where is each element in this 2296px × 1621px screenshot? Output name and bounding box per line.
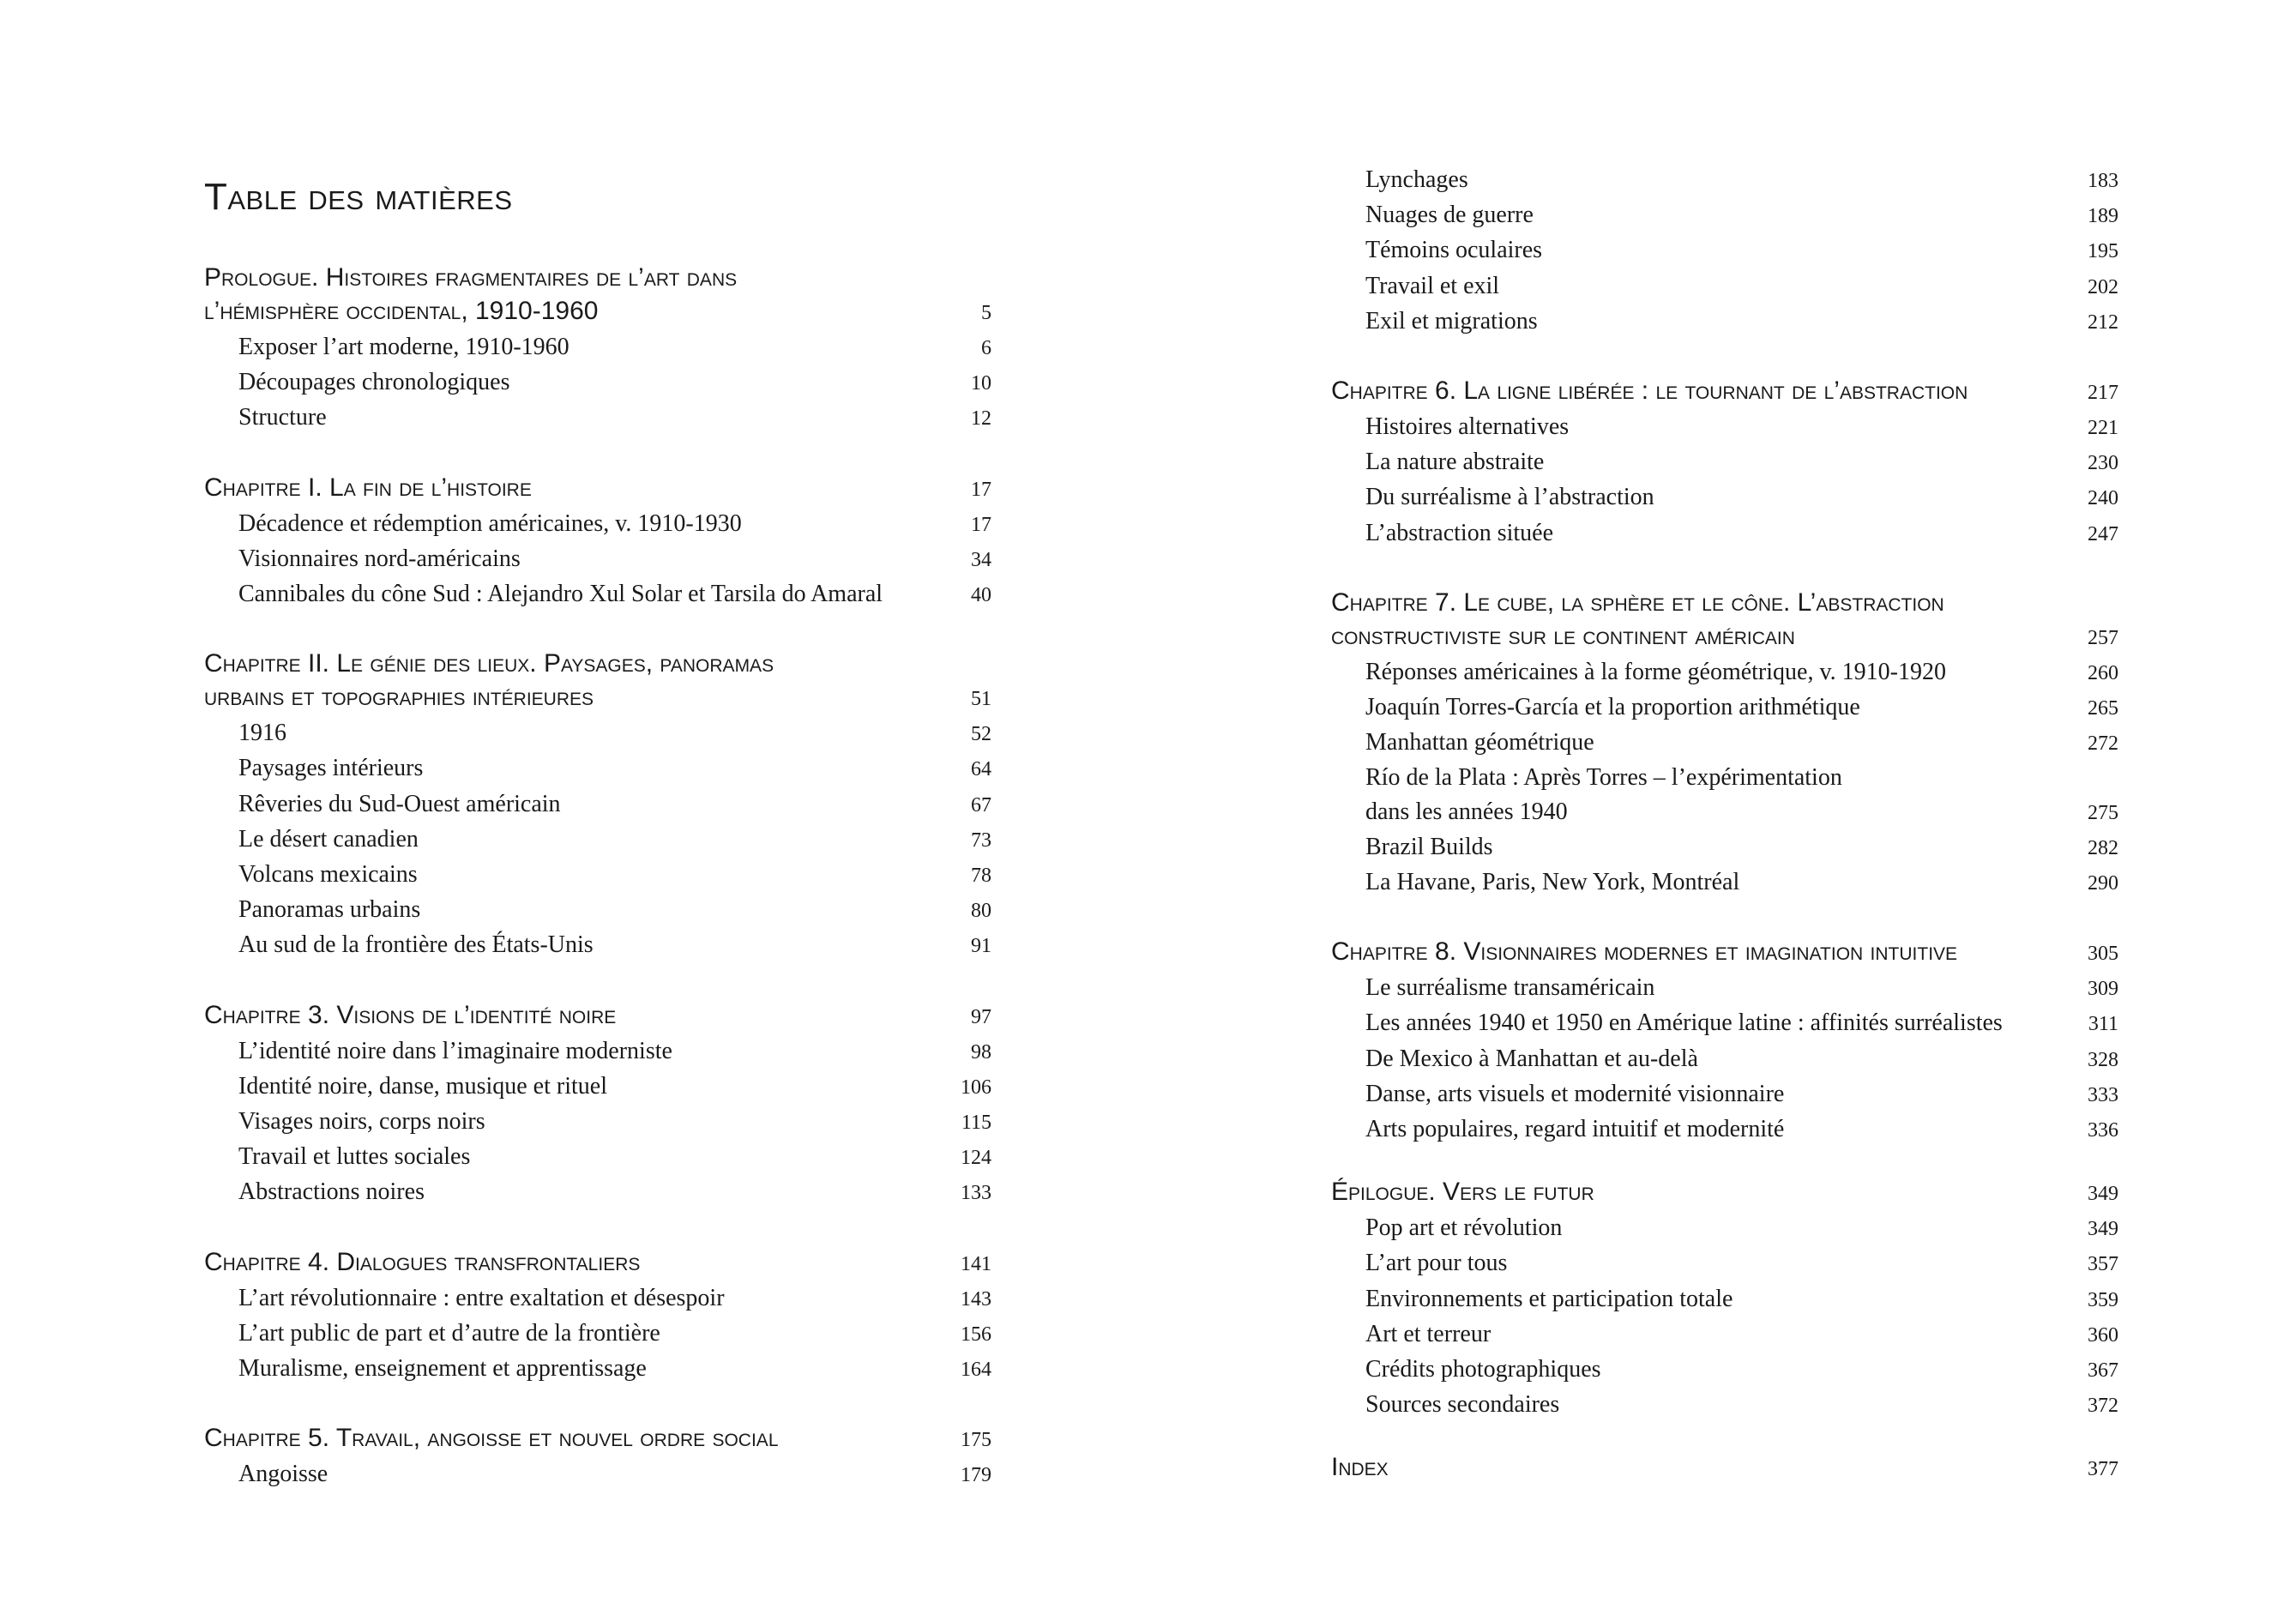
toc-entry[interactable] — [1331, 163, 2118, 198]
toc-entry[interactable] — [204, 1352, 991, 1387]
toc-entry[interactable] — [1331, 445, 2118, 480]
toc-entry[interactable] — [204, 893, 991, 928]
entry-page-number: 240 — [2088, 487, 2118, 510]
entry-title: Structure — [238, 404, 327, 431]
entry-page-number: 91 — [971, 935, 991, 958]
entry-page-number: 143 — [961, 1287, 991, 1311]
entry-page-number: 64 — [971, 758, 991, 781]
right-page — [1331, 163, 2118, 1521]
entry-title: Visionnaires nord-américains — [238, 545, 521, 572]
toc-entry[interactable] — [1331, 198, 2118, 233]
toc-chapter — [204, 998, 991, 1211]
entry-page-number: 333 — [2088, 1083, 2118, 1106]
chapter-heading-text: Chapitre II. Le génie des lieux. Paysages, panoramas — [204, 649, 774, 678]
entry-title: Le désert canadien — [238, 825, 419, 853]
entry-title: Arts populaires, regard intuitif et modernité — [1365, 1116, 1785, 1143]
chapter-heading[interactable] — [1331, 586, 2118, 619]
chapter-page-number: 17 — [971, 478, 991, 501]
toc-entry[interactable] — [1331, 1077, 2118, 1112]
chapter-heading[interactable] — [1331, 935, 2118, 971]
toc-entry[interactable] — [1331, 761, 2118, 794]
entry-title: Volcans mexicains — [238, 861, 418, 889]
entry-page-number: 164 — [961, 1359, 991, 1382]
toc-entry[interactable] — [204, 1034, 991, 1070]
toc-entry[interactable] — [204, 1140, 991, 1175]
entry-page-number: 272 — [2088, 732, 2118, 756]
chapter-heading[interactable] — [204, 294, 991, 330]
entry-page-number: 115 — [961, 1112, 991, 1135]
entry-title: Lynchages — [1365, 166, 1468, 193]
toc-entry[interactable] — [204, 1175, 991, 1210]
entry-page-number: 290 — [2088, 872, 2118, 895]
entry-page-number: 359 — [2088, 1288, 2118, 1311]
entry-page-number: 309 — [2088, 978, 2118, 1001]
chapter-heading-text: Chapitre 7. Le cube, la sphère et le cône. L’abstraction — [1331, 588, 1944, 617]
entry-title: Pop art et révolution — [1365, 1214, 1563, 1242]
chapter-page-number: 175 — [961, 1429, 991, 1452]
entry-title: Nuages de guerre — [1365, 202, 1534, 229]
entry-title: Danse, arts visuels et modernité visionnaire — [1365, 1080, 1785, 1107]
chapter-heading-text: Chapitre I. La fin de l’histoire — [204, 473, 532, 502]
entry-page-number: 80 — [971, 900, 991, 923]
entry-page-number: 260 — [2088, 661, 2118, 684]
toc-entry[interactable] — [1331, 1388, 2118, 1423]
entry-title: Les années 1940 et 1950 en Amérique latine : affinités surréalistes — [1365, 1009, 2003, 1037]
entry-page-number: 357 — [2088, 1253, 2118, 1276]
toc-entry[interactable] — [1331, 1246, 2118, 1281]
entry-title: Exposer l’art moderne, 1910-1960 — [238, 334, 569, 360]
entry-title: Découpages chronologiques — [238, 369, 510, 396]
toc-entry[interactable] — [1331, 1317, 2118, 1353]
entry-page-number: 367 — [2088, 1359, 2118, 1383]
toc-entry[interactable] — [204, 507, 991, 542]
toc-entry[interactable] — [1331, 865, 2118, 901]
toc-entry[interactable] — [1331, 1211, 2118, 1246]
toc-right-column — [1331, 163, 2118, 1486]
entry-title: L’abstraction située — [1365, 519, 1554, 546]
entry-title: Angoisse — [238, 1461, 328, 1488]
entry-page-number: 195 — [2088, 240, 2118, 263]
toc-chapter — [1331, 586, 2118, 901]
toc-entry[interactable] — [1331, 690, 2118, 726]
entry-title: Travail et luttes sociales — [238, 1143, 471, 1171]
toc-entry[interactable] — [1331, 410, 2118, 445]
entry-page-number: 328 — [2088, 1048, 2118, 1071]
chapter-heading-text: urbains et topographies intérieures — [204, 683, 594, 712]
toc-entry[interactable] — [204, 577, 991, 612]
entry-page-number: 282 — [2088, 836, 2118, 859]
entry-page-number: 360 — [2088, 1323, 2118, 1347]
entry-page-number: 247 — [2088, 522, 2118, 545]
toc-entry[interactable] — [204, 928, 991, 963]
entry-page-number: 17 — [971, 513, 991, 536]
page-title: Table des matières — [204, 176, 513, 218]
entry-page-number: 34 — [971, 548, 991, 571]
toc-entry[interactable] — [204, 330, 991, 365]
entry-title: Paysages intérieurs — [238, 755, 424, 782]
toc-entry[interactable] — [1331, 269, 2118, 304]
toc-entry[interactable] — [204, 1070, 991, 1105]
toc-left-column — [204, 261, 991, 1492]
toc-chapter — [204, 471, 991, 613]
toc-entry[interactable] — [1331, 1282, 2118, 1317]
entry-title: Brazil Builds — [1365, 833, 1493, 860]
entry-page-number: 10 — [971, 372, 991, 395]
entry-page-number: 179 — [961, 1464, 991, 1487]
toc-chapter — [204, 261, 991, 437]
chapter-page-number: 305 — [2088, 943, 2118, 966]
entry-title: dans les années 1940 — [1365, 798, 1568, 825]
entry-page-number: 336 — [2088, 1119, 2118, 1142]
entry-title: Cannibales du cône Sud : Alejandro Xul Solar et Tarsila do Amaral — [238, 581, 883, 608]
toc-entry[interactable] — [204, 787, 991, 823]
entry-page-number: 156 — [961, 1323, 991, 1346]
entry-title: De Mexico à Manhattan et au-delà — [1365, 1045, 1698, 1072]
toc-entry[interactable] — [204, 1317, 991, 1352]
entry-title: Du surréalisme à l’abstraction — [1365, 484, 1654, 511]
chapter-heading-text: Chapitre 8. Visionnaires modernes et imagination intuitive — [1331, 937, 1958, 967]
entry-title: Au sud de la frontière des États-Unis — [238, 931, 594, 959]
entry-title: Joaquín Torres-García et la proportion arithmétique — [1365, 694, 1860, 721]
toc-entry[interactable] — [1331, 480, 2118, 515]
entry-page-number: 265 — [2088, 697, 2118, 720]
entry-page-number: 230 — [2088, 452, 2118, 475]
chapter-page-number: 97 — [971, 1005, 991, 1028]
toc-entry[interactable] — [204, 542, 991, 577]
entry-title: L’art révolutionnaire : entre exaltation et désespoir — [238, 1284, 725, 1311]
entry-title: Abstractions noires — [238, 1178, 425, 1206]
chapter-page-number: 349 — [2088, 1183, 2118, 1206]
entry-title: Témoins oculaires — [1365, 237, 1543, 264]
entry-page-number: 106 — [961, 1076, 991, 1099]
entry-page-number: 40 — [971, 584, 991, 607]
chapter-heading-text: constructiviste sur le continent américain — [1331, 621, 1795, 650]
chapter-page-number: 257 — [2088, 626, 2118, 649]
entry-title: Environnements et participation totale — [1365, 1285, 1733, 1312]
entry-page-number: 52 — [971, 723, 991, 746]
toc-entry[interactable] — [1331, 1353, 2118, 1388]
entry-title: L’art pour tous — [1365, 1250, 1508, 1277]
entry-title: Panoramas urbains — [238, 896, 421, 924]
toc-chapter — [1331, 1450, 2118, 1486]
chapter-heading-text: Prologue. Histoires fragmentaires de l’art dans — [204, 263, 738, 292]
toc-entry[interactable] — [1331, 726, 2118, 761]
entry-title: Le surréalisme transaméricain — [1365, 974, 1655, 1002]
chapter-page-number: 51 — [971, 688, 991, 711]
entry-page-number: 133 — [961, 1182, 991, 1205]
entry-title: Réponses américaines à la forme géométrique, v. 1910-1920 — [1365, 658, 1946, 685]
chapter-heading-text: l’hémisphère occidental, 1910-1960 — [204, 297, 599, 325]
entry-page-number: 183 — [2088, 170, 2118, 192]
toc-chapter — [1331, 1175, 2118, 1423]
chapter-page-number: 217 — [2088, 382, 2118, 405]
chapter-heading[interactable] — [1331, 374, 2118, 410]
entry-page-number: 78 — [971, 865, 991, 888]
toc-entry[interactable] — [1331, 971, 2118, 1006]
entry-page-number: 311 — [2088, 1013, 2118, 1036]
entry-page-number: 275 — [2088, 801, 2118, 824]
entry-title: Travail et exil — [1365, 272, 1500, 299]
toc-entry[interactable] — [1331, 233, 2118, 268]
chapter-page-number: 5 — [981, 302, 991, 324]
entry-page-number: 372 — [2088, 1395, 2118, 1418]
entry-title: Manhattan géométrique — [1365, 729, 1594, 756]
entry-title: 1916 — [238, 720, 286, 747]
chapter-heading[interactable] — [204, 1245, 991, 1281]
toc-entry[interactable] — [204, 1281, 991, 1317]
chapter-heading[interactable] — [204, 680, 991, 716]
toc-chapter — [204, 647, 991, 963]
toc-entry[interactable] — [1331, 304, 2118, 340]
toc-entry[interactable] — [1331, 1112, 2118, 1148]
toc-entry[interactable] — [204, 823, 991, 858]
entry-title: Identité noire, danse, musique et rituel — [238, 1072, 607, 1100]
chapter-heading[interactable] — [204, 471, 991, 507]
toc-entry[interactable] — [204, 365, 991, 401]
toc-entry[interactable] — [204, 1457, 991, 1492]
entry-page-number: 98 — [971, 1040, 991, 1064]
chapter-heading[interactable] — [204, 998, 991, 1034]
toc-entry[interactable] — [204, 401, 991, 436]
entry-title: Muralisme, enseignement et apprentissage — [238, 1355, 647, 1383]
entry-page-number: 202 — [2088, 275, 2118, 298]
entry-page-number: 189 — [2088, 205, 2118, 228]
entry-title: Río de la Plata : Après Torres – l’expérimentation — [1365, 764, 1842, 792]
chapter-heading[interactable] — [1331, 619, 2118, 655]
entry-title: Histoires alternatives — [1365, 413, 1570, 441]
chapter-heading[interactable] — [1331, 1175, 2118, 1211]
toc-entry[interactable] — [204, 858, 991, 893]
entry-page-number: 6 — [981, 337, 991, 359]
toc-entry[interactable] — [1331, 655, 2118, 690]
toc-entry[interactable] — [1331, 1006, 2118, 1041]
entry-page-number: 73 — [971, 829, 991, 852]
toc-chapter — [1331, 935, 2118, 1148]
entry-title: Crédits photographiques — [1365, 1356, 1601, 1383]
chapter-heading[interactable] — [204, 261, 991, 294]
chapter-heading-text: Chapitre 6. La ligne libérée : le tournant de l’abstraction — [1331, 377, 1968, 406]
toc-entry[interactable] — [204, 1105, 991, 1140]
toc-chapter — [1331, 163, 2118, 340]
chapter-page-number: 377 — [2088, 1458, 2118, 1481]
chapter-heading[interactable] — [204, 647, 991, 680]
chapter-heading-text: Index — [1331, 1453, 1389, 1482]
entry-page-number: 349 — [2088, 1218, 2118, 1241]
chapter-heading-text: Chapitre 5. Travail, angoisse et nouvel ordre social — [204, 1424, 779, 1453]
entry-title: Sources secondaires — [1365, 1391, 1560, 1419]
toc-entry[interactable] — [204, 716, 991, 751]
entry-title: Visages noirs, corps noirs — [238, 1108, 485, 1136]
chapter-heading[interactable] — [1331, 1450, 2118, 1486]
entry-page-number: 12 — [971, 407, 991, 431]
entry-page-number: 124 — [961, 1147, 991, 1170]
entry-title: Art et terreur — [1365, 1320, 1491, 1347]
entry-title: Exil et migrations — [1365, 307, 1538, 334]
left-page — [204, 178, 991, 1527]
entry-page-number: 67 — [971, 793, 991, 817]
chapter-heading-text: Chapitre 3. Visions de l’identité noire — [204, 1000, 617, 1029]
chapter-page-number: 141 — [961, 1252, 991, 1275]
toc-chapter — [204, 1245, 991, 1388]
entry-title: L’identité noire dans l’imaginaire moderniste — [238, 1037, 672, 1064]
toc-entry[interactable] — [1331, 830, 2118, 865]
entry-title: Rêveries du Sud-Ouest américain — [238, 790, 561, 817]
toc-chapter — [204, 1421, 991, 1492]
toc-entry[interactable] — [204, 751, 991, 786]
entry-page-number: 212 — [2088, 310, 2118, 334]
chapter-heading-text: Épilogue. Vers le futur — [1331, 1178, 1594, 1207]
chapter-heading-text: Chapitre 4. Dialogues transfrontaliers — [204, 1247, 641, 1276]
toc-chapter — [1331, 374, 2118, 551]
entry-title: La Havane, Paris, New York, Montréal — [1365, 869, 1740, 896]
entry-title: La nature abstraite — [1365, 449, 1545, 476]
entry-title: Décadence et rédemption américaines, v. 1910-1930 — [238, 509, 742, 537]
entry-title: L’art public de part et d’autre de la frontière — [238, 1319, 660, 1347]
toc-entry[interactable] — [1331, 1042, 2118, 1077]
chapter-heading[interactable] — [204, 1421, 991, 1457]
toc-entry[interactable] — [1331, 516, 2118, 551]
entry-page-number: 221 — [2088, 417, 2118, 440]
toc-entry[interactable] — [1331, 795, 2118, 830]
